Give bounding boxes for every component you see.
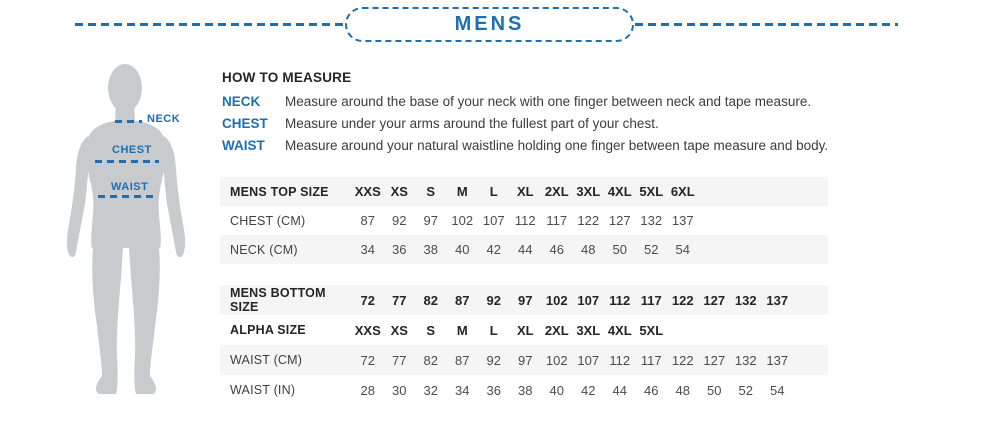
row-label: ALPHA SIZE — [230, 323, 306, 337]
size-cell: 52 — [644, 242, 659, 257]
neck-instruction: Measure around the base of your neck with one finger between neck and tape measure. — [285, 94, 812, 109]
size-cell: 48 — [581, 242, 596, 257]
row-label: WAIST (IN) — [230, 383, 296, 397]
size-cell: 87 — [455, 292, 470, 308]
size-cell: 38 — [423, 242, 438, 257]
size-cell: 6XL — [670, 184, 695, 199]
size-cell: 46 — [644, 382, 659, 398]
size-cell: 137 — [766, 292, 789, 308]
size-cell: 52 — [738, 382, 753, 398]
size-cell: 107 — [482, 213, 505, 228]
size-cell: 42 — [581, 382, 596, 398]
row-label: CHEST (CM) — [230, 213, 306, 228]
size-cell: 34 — [360, 242, 375, 257]
size-cell: 97 — [518, 352, 533, 368]
size-cell: 40 — [549, 382, 564, 398]
size-cell: 117 — [640, 352, 662, 368]
table-row — [220, 177, 828, 206]
size-cell: 3XL — [576, 184, 601, 199]
waist-instruction: Measure around your natural waistline holding one finger between tape measure and body. — [285, 138, 829, 153]
size-cell: 102 — [451, 213, 474, 228]
chest-label: CHEST — [222, 116, 268, 131]
size-cell: 46 — [549, 242, 564, 257]
size-cell: S — [426, 322, 436, 338]
size-cell: 87 — [360, 213, 375, 228]
table-row — [220, 206, 828, 235]
size-cell: 97 — [423, 213, 438, 228]
size-cell: 2XL — [544, 184, 569, 199]
size-cell: 132 — [734, 292, 757, 308]
waist-label: WAIST — [222, 138, 265, 153]
size-cell: 72 — [360, 352, 375, 368]
size-cell: 107 — [577, 352, 600, 368]
size-cell: 54 — [675, 242, 690, 257]
measure-instruction-neck — [222, 95, 982, 109]
size-cell: XL — [516, 322, 534, 338]
table-row — [220, 345, 828, 375]
size-cell: 48 — [675, 382, 690, 398]
chest-instruction: Measure under your arms around the fullest part of your chest. — [285, 116, 659, 131]
size-cell: 92 — [392, 213, 407, 228]
size-cell: 127 — [703, 352, 726, 368]
section-header — [0, 0, 1000, 50]
size-cell: 44 — [518, 242, 533, 257]
size-cell: 112 — [609, 292, 631, 308]
size-cell: 4XL — [607, 322, 632, 338]
size-cell: 92 — [486, 292, 501, 308]
row-label: MENS BOTTOM SIZE — [230, 286, 326, 314]
size-cell: 42 — [486, 242, 501, 257]
size-cell: 102 — [545, 292, 568, 308]
measure-instruction-chest — [222, 117, 982, 131]
size-cell: 117 — [546, 213, 568, 228]
size-cell: 132 — [640, 213, 663, 228]
size-cell: M — [456, 322, 468, 338]
size-cell: 34 — [455, 382, 470, 398]
size-cell: 127 — [703, 292, 726, 308]
size-cell: 5XL — [639, 184, 664, 199]
size-cell: 132 — [734, 352, 757, 368]
header-dash-left — [75, 23, 345, 26]
size-cell: 82 — [423, 292, 438, 308]
size-cell: 122 — [671, 292, 694, 308]
size-cell: 77 — [392, 352, 407, 368]
size-cell: 36 — [486, 382, 501, 398]
size-cell: 87 — [455, 352, 470, 368]
neck-figure-label: NECK — [147, 113, 181, 125]
table-row — [220, 235, 828, 264]
size-cell: 112 — [514, 213, 536, 228]
size-cell: 44 — [612, 382, 627, 398]
size-cell: XXS — [354, 322, 381, 338]
size-cell: 2XL — [544, 322, 569, 338]
size-cell: 92 — [486, 352, 501, 368]
size-cell: XS — [390, 184, 408, 199]
how-to-measure-section — [222, 70, 982, 161]
size-cell: 28 — [360, 382, 375, 398]
neck-label: NECK — [222, 94, 261, 109]
size-cell: M — [456, 184, 468, 199]
size-cell: XL — [516, 184, 534, 199]
size-cell: XS — [390, 322, 408, 338]
size-cell: L — [489, 184, 498, 199]
size-cell: 97 — [518, 292, 533, 308]
size-cell: 107 — [577, 292, 600, 308]
table-row — [220, 375, 828, 405]
chest-measure-line — [95, 160, 159, 163]
size-cell: 36 — [392, 242, 407, 257]
size-cell: 38 — [518, 382, 533, 398]
neck-measure-line — [115, 120, 142, 123]
size-cell: S — [426, 184, 436, 199]
mens-top-size-table — [220, 177, 828, 264]
size-cell: 3XL — [576, 322, 601, 338]
table-row — [220, 315, 828, 345]
size-cell: 102 — [545, 352, 568, 368]
size-cell: 137 — [766, 352, 789, 368]
size-cell: 50 — [612, 242, 627, 257]
size-cell: L — [489, 322, 498, 338]
size-cell: 122 — [671, 352, 694, 368]
size-cell: 77 — [392, 292, 407, 308]
size-cell: 127 — [608, 213, 631, 228]
size-cell: 4XL — [607, 184, 632, 199]
size-cell: 50 — [707, 382, 722, 398]
header-dash-right — [635, 23, 898, 26]
row-label: MENS TOP SIZE — [230, 184, 329, 199]
row-label: NECK (CM) — [230, 242, 298, 257]
size-cell: XXS — [354, 184, 381, 199]
measure-instruction-waist — [222, 139, 982, 153]
waist-figure-label: WAIST — [111, 181, 149, 193]
size-cell: 82 — [423, 352, 438, 368]
mens-title-box — [345, 7, 634, 42]
size-cell: 54 — [770, 382, 785, 398]
size-cell: 40 — [455, 242, 470, 257]
chest-figure-label: CHEST — [112, 144, 152, 156]
size-cell: 32 — [423, 382, 438, 398]
waist-measure-line — [98, 195, 155, 198]
mens-bottom-size-table — [220, 285, 828, 405]
table-row — [220, 285, 828, 315]
size-cell: 30 — [392, 382, 407, 398]
how-to-measure-title: HOW TO MEASURE — [222, 70, 352, 85]
size-cell: 122 — [577, 213, 600, 228]
row-label: WAIST (CM) — [230, 353, 303, 367]
page-title: MENS — [454, 13, 525, 35]
size-cell: 5XL — [639, 322, 664, 338]
size-cell: 117 — [640, 292, 662, 308]
size-cell: 72 — [360, 292, 375, 308]
size-cell: 112 — [609, 352, 631, 368]
size-cell: 137 — [671, 213, 694, 228]
